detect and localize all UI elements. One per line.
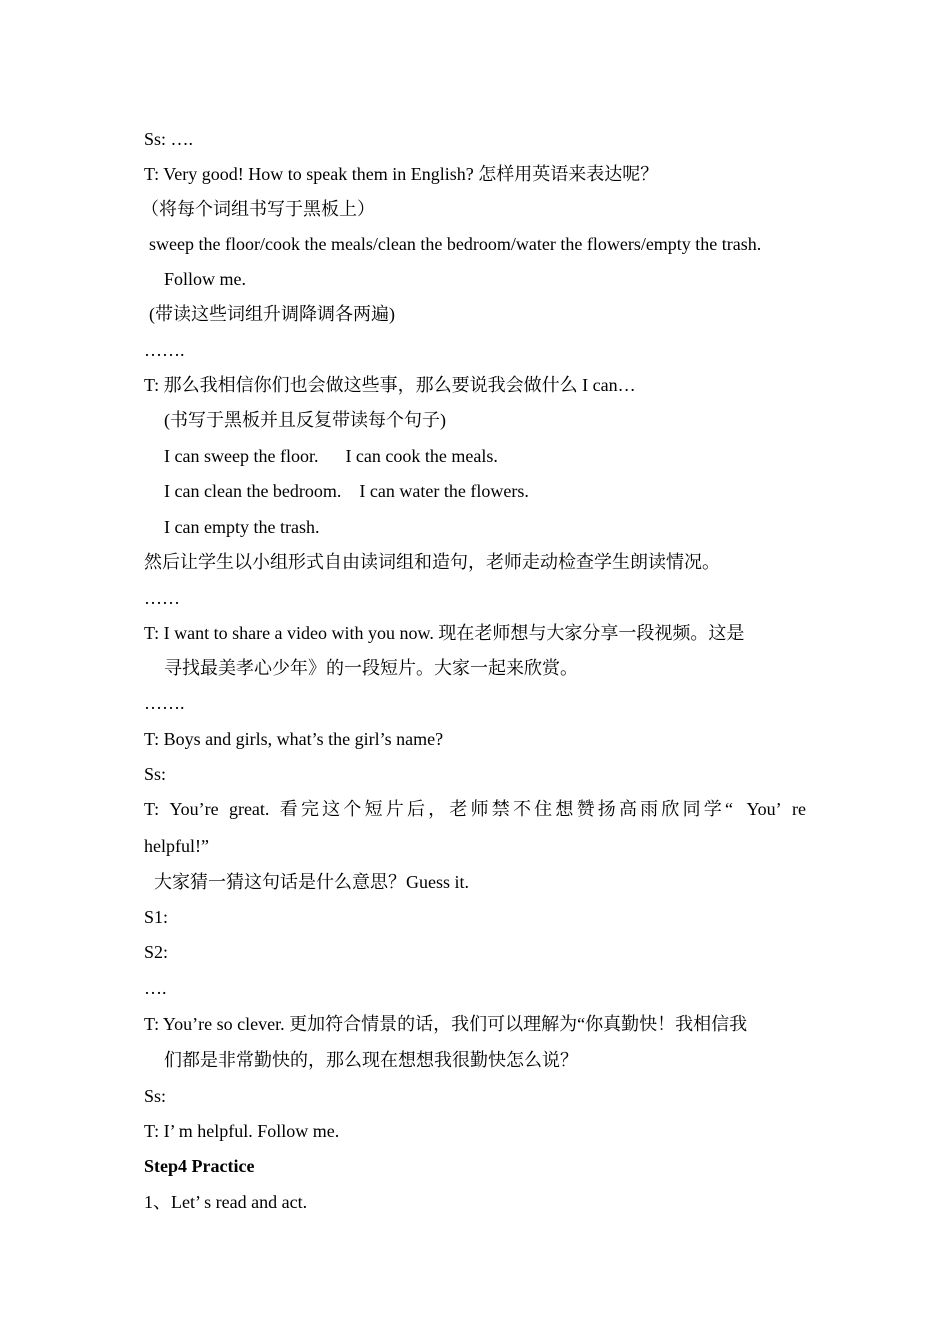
text-word: re	[792, 799, 806, 819]
text-line: Ss: ….	[144, 129, 194, 149]
text-line: helpful!”	[144, 836, 209, 856]
text-word: You’re	[169, 799, 219, 819]
text-line: 1、Let’ s read and act.	[144, 1192, 308, 1212]
text-line: …….	[144, 340, 185, 360]
text-line: 寻找最美孝心少年》的一段短片。大家一起来欣赏。	[164, 658, 578, 678]
text-word: You’	[746, 799, 782, 819]
text-line: (书写于黑板并且反复带读每个句子)	[164, 410, 446, 430]
text-line: 然后让学生以小组形式自由读词组和造句，老师走动检查学生朗读情况。	[144, 552, 720, 572]
text-line: T: Very good! How to speak them in English? 怎样用英语来表达呢？	[144, 164, 659, 184]
text-line: sweep the floor/cook the meals/clean the bedroom/water the flowers/empty the trash.	[149, 234, 762, 254]
text-line: T: Boys and girls, what’s the girl’s name?	[144, 729, 444, 749]
text-line: ….	[144, 978, 167, 998]
text-line: 们都是非常勤快的，那么现在想想我很勤快怎么说？	[164, 1050, 578, 1070]
text-line: I can sweep the floor. I can cook the meals.	[164, 446, 498, 466]
text-line: Ss:	[144, 764, 167, 784]
text-line: T: I want to share a video with you now. 现在老师想与大家分享一段视频。这是	[144, 623, 745, 643]
text-line: S2:	[144, 942, 169, 962]
text-word: T:	[144, 799, 160, 819]
text-line: ……	[144, 588, 180, 608]
text-line: I can clean the bedroom. I can water the flowers.	[164, 481, 529, 501]
text-line: T: I’ m helpful. Follow me.	[144, 1121, 340, 1141]
text-line: 大家猜一猜这句话是什么意思？Guess it.	[154, 872, 469, 892]
text-word: great.	[228, 799, 270, 819]
text-line: T: 那么我相信你们也会做这些事，那么要说我会做什么 I can…	[144, 375, 636, 395]
text-line: (带读这些词组升调降调各两遍)	[149, 304, 395, 324]
text-word: 看完这个短片后，老师禁不住想赞扬高雨欣同学“	[279, 799, 737, 819]
text-line: I can empty the trash.	[164, 517, 320, 537]
section-heading: Step4 Practice	[144, 1156, 255, 1176]
text-line: （将每个词组书写于黑板上）	[141, 199, 375, 219]
text-line: Ss:	[144, 1086, 167, 1106]
text-line: S1:	[144, 907, 169, 927]
text-line: …….	[144, 693, 185, 713]
text-line: T: You’re so clever. 更加符合情景的话，我们可以理解为“你真勤快！我相信我	[144, 1014, 748, 1034]
text-line-justified	[144, 798, 806, 820]
text-line: Follow me.	[164, 269, 247, 289]
